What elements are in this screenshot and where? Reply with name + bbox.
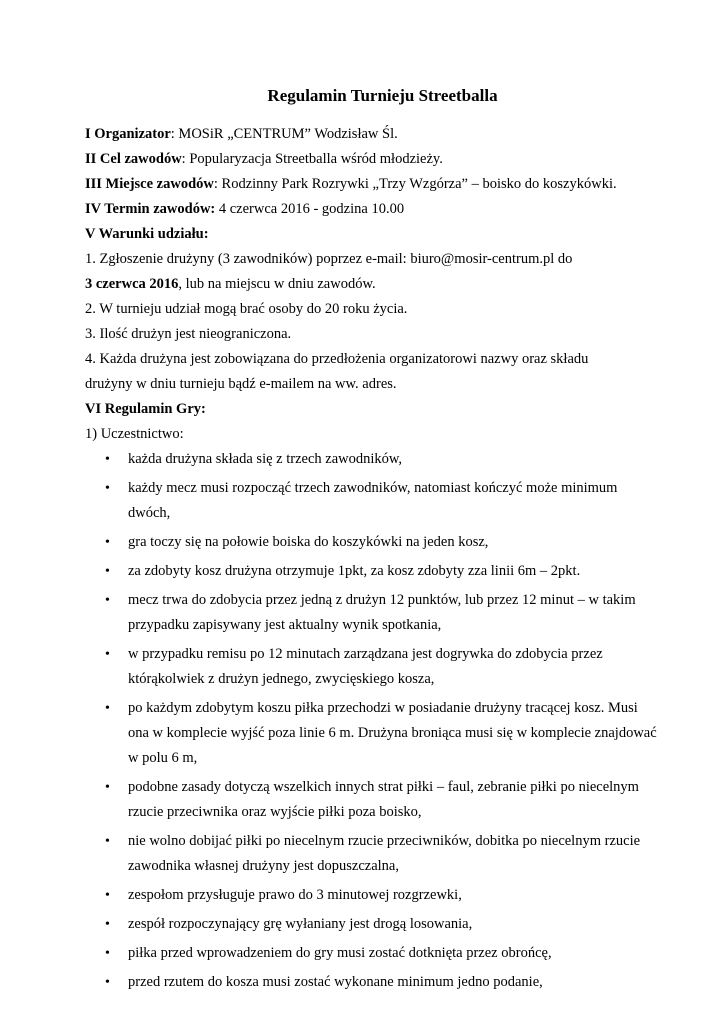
organizer-line	[85, 122, 660, 147]
bullet-icon: •	[105, 946, 110, 961]
bullet-icon: •	[105, 481, 110, 496]
condition-item-1-line-1: 1. Zgłoszenie drużyny (3 zawodników) poprzez e-mail: biuro@mosir-centrum.pl do	[85, 251, 573, 267]
condition-item-1-line-2	[85, 272, 660, 297]
conditions-heading: V Warunki udziału:	[85, 226, 209, 242]
organizer-value: : MOSiR „CENTRUM” Wodzisław Śl.	[170, 126, 398, 142]
bullet-icon: •	[105, 834, 110, 849]
rules-bullet-list	[85, 447, 660, 995]
list-item: • piłka przed wprowadzeniem do gry musi zostać dotknięta przez obrońcę,	[85, 941, 660, 966]
organizer-label: I Organizator	[85, 126, 171, 142]
place-line	[85, 172, 660, 197]
list-item: • każda drużyna składa się z trzech zawodników,	[85, 447, 660, 472]
goal-value: : Popularyzacja Streetballa wśród młodzieży.	[181, 151, 443, 167]
bullet-icon: •	[105, 564, 110, 579]
document-page	[85, 84, 660, 999]
date-line	[85, 197, 660, 222]
list-item: • podobne zasady dotyczą wszelkich innych strat piłki – faul, zebranie piłki po niecelnym rzucie przeciwnika oraz wyjście piłki poza boisko,	[85, 775, 660, 825]
document-title: Regulamin Turnieju Streetballa	[267, 86, 498, 105]
list-item: • mecz trwa do zdobycia przez jedną z drużyn 12 punktów, lub przez 12 minut – w takim przypadku zapisywany jest aktualny wynik spotkania,	[85, 588, 660, 638]
bullet-icon: •	[105, 917, 110, 932]
list-item: • gra toczy się na połowie boiska do koszykówki na jeden kosz,	[85, 530, 660, 555]
bullet-icon: •	[105, 593, 110, 608]
list-item: • każdy mecz musi rozpocząć trzech zawodników, natomiast kończyć może minimum dwóch,	[85, 476, 660, 526]
list-item: • w przypadku remisu po 12 minutach zarządzana jest dogrywka do zdobycia przez którąkolwiek z drużyn jednego, zwycięskiego kosza,	[85, 642, 660, 692]
goal-label: II Cel zawodów	[85, 151, 182, 167]
deadline-date: 3 czerwca 2016	[85, 276, 179, 292]
bullet-icon: •	[105, 888, 110, 903]
bullet-icon: •	[105, 452, 110, 467]
condition-item-4-line-1: 4. Każda drużyna jest zobowiązana do przedłożenia organizatorowi nazwy oraz składu	[85, 351, 589, 367]
bullet-icon: •	[105, 975, 110, 990]
rules-subheading: 1) Uczestnictwo:	[85, 426, 184, 442]
list-item: • nie wolno dobijać piłki po niecelnym rzucie przeciwników, dobitka po niecelnym rzucie zawodnika własnej drużyny jest dopuszczalna,	[85, 829, 660, 879]
bullet-icon: •	[105, 647, 110, 662]
condition-item-2: 2. W turnieju udział mogą brać osoby do 20 roku życia.	[85, 301, 408, 317]
list-item: • przed rzutem do kosza musi zostać wykonane minimum jedno podanie,	[85, 970, 660, 995]
place-label: III Miejsce zawodów	[85, 176, 214, 192]
bullet-icon: •	[105, 780, 110, 795]
condition-item-3: 3. Ilość drużyn jest nieograniczona.	[85, 326, 292, 342]
bullet-icon: •	[105, 701, 110, 716]
date-value: 4 czerwca 2016 - godzina 10.00	[215, 201, 405, 217]
bullet-icon: •	[105, 535, 110, 550]
condition-item-1-rest: , lub na miejscu w dniu zawodów.	[178, 276, 376, 292]
date-label: IV Termin zawodów:	[85, 201, 216, 217]
condition-item-4-line-2: drużyny w dniu turnieju bądź e-mailem na ww. adres.	[85, 376, 397, 392]
list-item: • zespół rozpoczynający grę wyłaniany jest drogą losowania,	[85, 912, 660, 937]
goal-line	[85, 147, 660, 172]
place-value: : Rodzinny Park Rozrywki „Trzy Wzgórza” – boisko do koszykówki.	[213, 176, 617, 192]
list-item: • za zdobyty kosz drużyna otrzymuje 1pkt, za kosz zdobyty zza linii 6m – 2pkt.	[85, 559, 660, 584]
list-item: • po każdym zdobytym koszu piłka przechodzi w posiadanie drużyny tracącej kosz. Musi ona w komplecie wyjść poza linie 6 m. Drużyna broniąca musi się w komplecie znajdować w polu 6 m,	[85, 696, 660, 771]
list-item: • zespołom przysługuje prawo do 3 minutowej rozgrzewki,	[85, 883, 660, 908]
rules-heading: VI Regulamin Gry:	[85, 401, 206, 417]
